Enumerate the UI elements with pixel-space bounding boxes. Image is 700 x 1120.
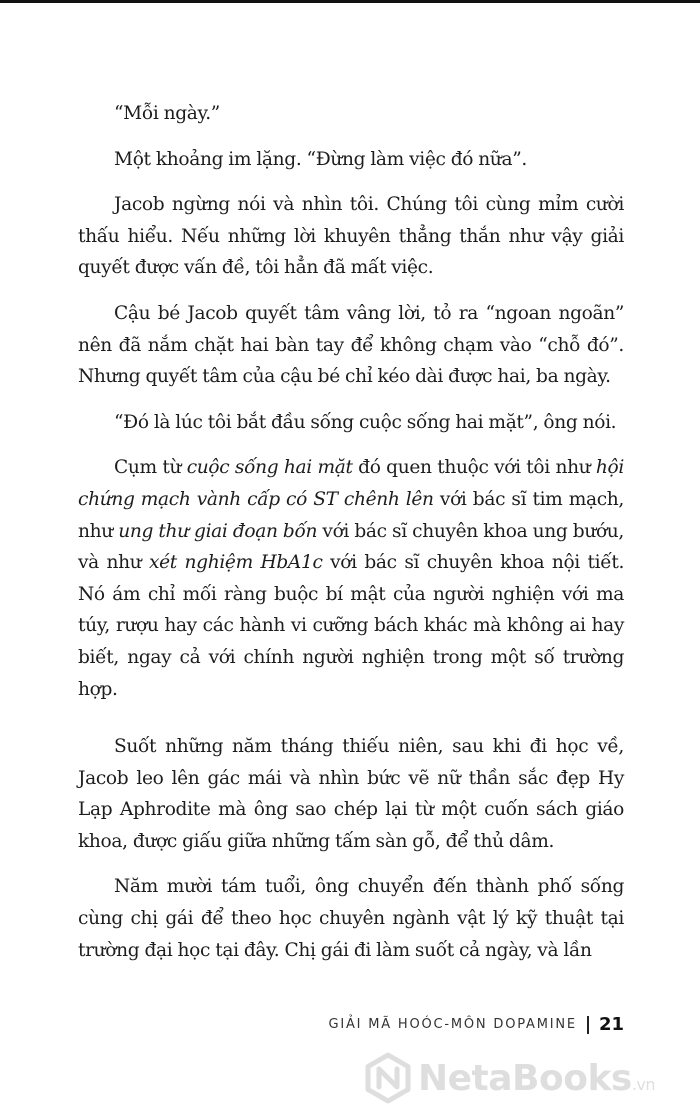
- watermark-text: NetaBooks.vn: [418, 1057, 656, 1099]
- text-run: với bác sĩ chuyên khoa ung bướu, và như: [78, 520, 624, 574]
- paragraph-7: [78, 731, 624, 857]
- page-body: [78, 98, 624, 966]
- text-run: Jacob ngừng nói và nhìn tôi. Chúng tôi cùng mỉm cười thấu hiểu. Nếu những lời khuyên thẳng thắn như vậy giải quyết được vấn đề, tôi hẳn đã mất việc.: [78, 194, 624, 279]
- italic-term: ung thư giai đoạn bốn: [118, 520, 318, 542]
- text-run: Suốt những năm tháng thiếu niên, sau khi đi học về, Jacob leo lên gác mái và nhìn bức vẽ nữ thần sắc đẹp Hy Lạp Aphrodite mà ông sao chép lại từ một cuốn sách giáo khoa, được giấu giữa những tấm sàn gỗ, để thủ dâm.: [78, 736, 624, 852]
- footer-separator: [587, 1016, 589, 1034]
- italic-term: hội chứng mạch vành cấp có ST chênh lên: [78, 457, 624, 510]
- text-run: Cậu bé Jacob quyết tâm vâng lời, tỏ ra “ngoan ngoãn” nên đã nắm chặt hai bàn tay để không chạm vào “chỗ đó”. Nhưng quyết tâm của cậu bé chỉ kéo dài được hai, ba ngày.: [78, 302, 624, 388]
- paragraph-8: [78, 871, 624, 966]
- watermark: [362, 1048, 682, 1108]
- text-run: với bác sĩ tim mạch, như: [78, 488, 624, 542]
- text-run: Năm mười tám tuổi, ông chuyển đến thành phố sống cùng chị gái để theo học chuyên ngành vật lý kỹ thuật tại trường đại học tại đây. Chị gái đi làm suốt cả ngày, và lần: [78, 876, 624, 961]
- italic-term: cuộc sống hai mặt: [186, 457, 353, 479]
- text-run: với bác sĩ chuyên khoa nội tiết. Nó ám chỉ mối ràng buộc bí mật của người nghiện với ma túy, rượu hay các hành vi cưỡng bách khác mà không ai hay biết, ngay cả với chính người nghiện trong một số trường hợp.: [78, 552, 624, 700]
- text-run: Một khoảng im lặng. “Đừng làm việc đó nữa”.: [114, 148, 527, 170]
- paragraph-4: [78, 298, 624, 393]
- text-run: “Đó là lúc tôi bắt đầu sống cuộc sống hai mặt”, ông nói.: [114, 411, 617, 433]
- paragraph-6: [78, 452, 624, 705]
- paragraph-2: [78, 144, 624, 176]
- text-run: đó quen thuộc với tôi như: [352, 457, 596, 479]
- page-number: 21: [598, 1014, 624, 1035]
- text-run: Cụm từ: [114, 457, 187, 479]
- top-rule: [0, 0, 700, 3]
- text-run: “Mỗi ngày.”: [114, 103, 220, 124]
- netabooks-logo-icon: [362, 1052, 414, 1104]
- page-footer: [328, 1014, 624, 1035]
- paragraph-3: [78, 189, 624, 284]
- italic-term: xét nghiệm HbA1c: [149, 552, 323, 574]
- paragraph-5: [78, 407, 624, 439]
- running-title: GIẢI MÃ HOÓC-MÔN DOPAMINE: [328, 1017, 577, 1032]
- paragraph-1: [78, 98, 624, 130]
